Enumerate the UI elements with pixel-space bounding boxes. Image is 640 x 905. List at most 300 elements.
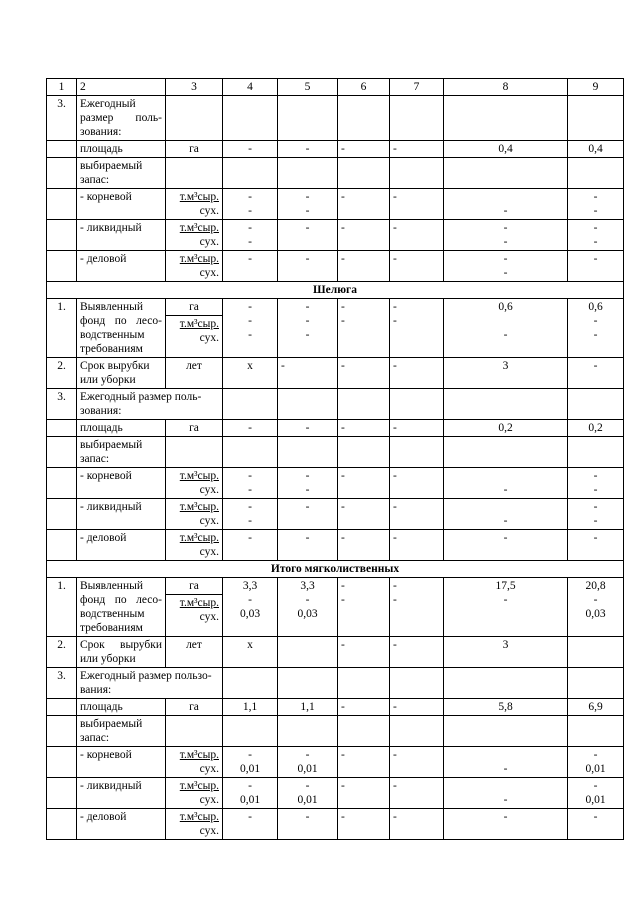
cell-text: - <box>503 329 508 341</box>
cell-text: - <box>278 358 338 389</box>
table-cell <box>338 668 390 699</box>
cell-text: - <box>278 251 338 282</box>
cell-text: 20,8 <box>585 580 606 592</box>
table-cell <box>166 499 223 530</box>
header-cell: 6 <box>338 79 390 96</box>
table-row <box>47 251 624 282</box>
cell-text: сух. <box>199 794 219 806</box>
table-cell <box>444 299 568 358</box>
table-cell <box>166 220 223 251</box>
cell-text: - <box>338 251 390 282</box>
cell-text: 6,9 <box>568 699 624 716</box>
cell-text: - <box>593 515 598 527</box>
cell-text: т.м³сыр. <box>179 191 219 203</box>
cell-text: - <box>568 809 624 840</box>
row-label: Ежегодный размер поль-зования: <box>77 96 166 141</box>
table-cell <box>568 189 624 220</box>
cell-text: т.м³сыр. <box>179 532 219 544</box>
cell-text: - <box>444 530 568 561</box>
cell-text: - <box>568 251 624 282</box>
table-cell <box>390 299 444 358</box>
forest-use-table <box>46 78 624 840</box>
table-cell <box>390 668 444 699</box>
cell-text: площадь <box>77 420 166 437</box>
cell-text: т.м³сыр. <box>179 501 219 513</box>
cell-text: - деловой <box>77 809 166 840</box>
cell-text: - <box>338 468 390 499</box>
table-cell <box>278 389 338 420</box>
table-cell <box>568 716 624 747</box>
row-label: Срок вырубки или уборки <box>77 358 166 389</box>
table-cell <box>223 96 278 141</box>
cell-text: т.м³сыр. <box>179 597 219 609</box>
cell-text: - <box>248 315 252 327</box>
table-cell <box>390 578 444 637</box>
cell-text: - <box>390 530 444 561</box>
cell-text: га <box>166 299 222 316</box>
table-cell <box>338 299 390 358</box>
row-label: Ежегодный размер поль-зования: <box>77 389 223 420</box>
cell-text: га <box>166 578 222 595</box>
table-cell <box>278 189 338 220</box>
cell-text: 1,1 <box>223 699 278 716</box>
table-cell <box>444 189 568 220</box>
cell-text: - <box>338 220 390 251</box>
cell-text: 0,03 <box>585 608 606 620</box>
cell-text: - <box>341 301 345 313</box>
cell-text: - <box>223 251 278 282</box>
cell-text: сух. <box>199 267 219 279</box>
cell-text: - <box>338 530 390 561</box>
table-cell <box>338 96 390 141</box>
section-header-row <box>47 282 624 299</box>
table-row <box>47 299 624 358</box>
table-cell <box>47 499 77 530</box>
table-cell <box>47 437 77 468</box>
cell-text: - <box>393 315 397 327</box>
cell-text: - <box>223 530 278 561</box>
cell-text: лет <box>166 637 223 668</box>
table-cell <box>278 637 338 668</box>
cell-text: - <box>390 358 444 389</box>
cell-text: - <box>305 594 310 606</box>
table-cell <box>444 668 568 699</box>
header-cell: 8 <box>444 79 568 96</box>
header-cell: 2 <box>77 79 166 96</box>
cell-text: 0,6 <box>498 301 513 313</box>
cell-text: Выявленный фонд по лесо-водственным требованиям <box>77 578 166 637</box>
table-cell <box>166 778 223 809</box>
table-cell <box>166 251 223 282</box>
table-cell <box>390 96 444 141</box>
table-cell <box>223 468 278 499</box>
cell-text: - <box>593 236 598 248</box>
table-row <box>47 637 624 668</box>
table-cell <box>444 747 568 778</box>
table-cell <box>47 747 77 778</box>
table-cell <box>223 189 278 220</box>
cell-text: - <box>390 189 444 220</box>
cell-text: - деловой <box>77 530 166 561</box>
cell-text: 0,01 <box>585 763 606 775</box>
table-cell <box>568 778 624 809</box>
cell-text: - <box>248 222 252 234</box>
value-cell: 0,4 <box>568 141 624 158</box>
table-cell <box>223 220 278 251</box>
cell-text: выбираемый запас: <box>77 716 166 747</box>
value-cell: - <box>223 141 278 158</box>
cell-text: - <box>338 420 390 437</box>
cell-text: 1,1 <box>278 699 338 716</box>
cell-text: - <box>248 191 252 203</box>
table-cell <box>568 389 624 420</box>
table-cell <box>444 778 568 809</box>
cell-text: - <box>248 205 252 217</box>
row-number: 3. <box>47 96 77 141</box>
section-title: Шелюга <box>47 282 624 299</box>
table-cell <box>166 437 223 468</box>
cell-text: - <box>390 809 444 840</box>
cell-text: - <box>305 329 310 341</box>
row-number: 2. <box>47 358 77 389</box>
cell-text: - <box>503 594 508 606</box>
header-cell: 1 <box>47 79 77 96</box>
cell-text: 3. <box>47 668 77 699</box>
table-cell <box>278 716 338 747</box>
cell-text: - <box>503 763 508 775</box>
row-label: - ликвидный <box>77 220 166 251</box>
cell-text: 0,2 <box>444 420 568 437</box>
cell-text: - <box>338 747 390 778</box>
cell-text: - <box>393 301 397 313</box>
table-cell <box>338 578 390 637</box>
cell-text: - <box>593 749 598 761</box>
cell-text: сух. <box>199 236 219 248</box>
cell-text: 2. <box>47 637 77 668</box>
cell-text: - <box>503 222 508 234</box>
cell-text: - <box>278 530 338 561</box>
table-cell <box>444 716 568 747</box>
cell-text: - <box>305 749 310 761</box>
row-label: - корневой <box>77 189 166 220</box>
table-cell <box>568 158 624 189</box>
cell-text: - <box>341 594 345 606</box>
cell-text: - <box>278 420 338 437</box>
table-cell <box>47 716 77 747</box>
table-cell <box>444 96 568 141</box>
table-cell <box>47 699 77 716</box>
cell-text: - <box>305 780 310 792</box>
cell-text: х <box>223 637 278 668</box>
table-cell <box>223 747 278 778</box>
unit-cell: га <box>166 141 223 158</box>
cell-text: сух. <box>199 205 219 217</box>
cell-text: сух. <box>199 825 219 837</box>
cell-text: 0,01 <box>297 794 318 806</box>
section-title: Итого мягколиственных <box>47 561 624 578</box>
table-row <box>47 716 624 747</box>
table-row <box>47 141 624 158</box>
cell-text: - <box>593 780 598 792</box>
table-cell <box>47 809 77 840</box>
table-cell <box>223 716 278 747</box>
cell-text: - <box>593 484 598 496</box>
table-cell <box>568 437 624 468</box>
cell-text: сух. <box>199 546 219 558</box>
cell-text: - <box>393 580 397 592</box>
cell-text: 5,8 <box>444 699 568 716</box>
table-row <box>47 699 624 716</box>
table-cell <box>568 299 624 358</box>
cell-text: т.м³сыр. <box>179 253 219 265</box>
table-cell <box>278 220 338 251</box>
value-cell: - <box>390 141 444 158</box>
table-cell <box>390 389 444 420</box>
cell-text: 0,03 <box>239 608 261 620</box>
row-number: 1. <box>47 299 77 358</box>
cell-text: - <box>338 189 390 220</box>
table-cell <box>390 158 444 189</box>
table-cell <box>444 220 568 251</box>
cell-text: - <box>338 809 390 840</box>
table-cell <box>223 778 278 809</box>
header-cell: 4 <box>223 79 278 96</box>
table-row <box>47 668 624 699</box>
row-label: выбираемый запас: <box>77 158 166 189</box>
cell-text: - корневой <box>77 468 166 499</box>
cell-text: т.м³сыр. <box>179 749 219 761</box>
cell-text: - <box>390 220 444 251</box>
cell-text: сух. <box>199 763 219 775</box>
cell-text: - <box>305 501 310 513</box>
table-cell <box>568 578 624 637</box>
cell-text: - <box>305 191 310 203</box>
cell-text: - <box>503 267 508 279</box>
table-row <box>47 96 624 141</box>
cell-text: - <box>593 501 598 513</box>
table-cell <box>47 468 77 499</box>
table-row <box>47 358 624 389</box>
cell-text: 0,01 <box>239 794 261 806</box>
cell-text: 3,3 <box>300 580 315 592</box>
table-cell <box>166 578 223 637</box>
cell-text: сух. <box>199 332 219 344</box>
table-row <box>47 437 624 468</box>
table-row <box>47 778 624 809</box>
value-cell: - <box>278 141 338 158</box>
cell-text: - <box>503 484 508 496</box>
cell-text: - <box>593 594 598 606</box>
cell-text: - <box>390 468 444 499</box>
table-cell <box>278 747 338 778</box>
value-cell: - <box>338 141 390 158</box>
table-cell <box>444 389 568 420</box>
cell-text: - <box>503 515 508 527</box>
cell-text: - <box>248 301 252 313</box>
cell-text: - <box>390 699 444 716</box>
cell-text: - <box>390 251 444 282</box>
cell-text: 17,5 <box>495 580 516 592</box>
cell-text: - <box>390 747 444 778</box>
cell-text: - <box>305 484 310 496</box>
table-cell <box>278 668 338 699</box>
table-cell <box>444 251 568 282</box>
table-cell <box>166 96 223 141</box>
cell-text: 1. <box>47 578 77 637</box>
cell-text: 3 <box>444 637 568 668</box>
table-cell <box>568 637 624 668</box>
table-cell <box>166 747 223 778</box>
cell-text: - <box>593 329 598 341</box>
cell-text: т.м³сыр. <box>179 780 219 792</box>
cell-text: выбираемый запас: <box>77 437 166 468</box>
cell-text: - <box>338 499 390 530</box>
cell-text: - <box>444 809 568 840</box>
cell-text: - <box>223 420 278 437</box>
cell-text: - <box>568 530 624 561</box>
cell-text: сух. <box>199 484 219 496</box>
cell-text: - <box>393 594 397 606</box>
cell-text: т.м³сыр. <box>179 222 219 234</box>
cell-text: - <box>248 484 252 496</box>
cell-text: - <box>305 301 310 313</box>
cell-text: 3,3 <box>242 580 258 592</box>
table-row <box>47 578 624 637</box>
cell-text: га <box>166 699 223 716</box>
table-cell <box>223 668 278 699</box>
table-cell <box>166 530 223 561</box>
cell-text: - ликвидный <box>77 499 166 530</box>
table-cell <box>278 578 338 637</box>
table-cell <box>47 778 77 809</box>
cell-text: т.м³сыр. <box>179 318 219 330</box>
header-cell: 3 <box>166 79 223 96</box>
cell-text: - <box>390 637 444 668</box>
cell-text: - <box>248 594 252 606</box>
cell-text: - <box>593 205 598 217</box>
table-cell <box>47 220 77 251</box>
cell-text: - корневой <box>77 747 166 778</box>
table-row <box>47 809 624 840</box>
table-cell <box>166 299 223 358</box>
table-row <box>47 468 624 499</box>
row-number: 3. <box>47 389 77 420</box>
table-cell <box>444 158 568 189</box>
cell-text: - <box>305 470 310 482</box>
table-cell <box>278 778 338 809</box>
table-cell <box>278 299 338 358</box>
table-cell <box>278 96 338 141</box>
cell-text: - <box>305 315 310 327</box>
header-cell: 5 <box>278 79 338 96</box>
table-cell <box>568 468 624 499</box>
cell-text: 0,03 <box>297 608 318 620</box>
table-row <box>47 189 624 220</box>
cell-text: - <box>278 809 338 840</box>
table-row <box>47 220 624 251</box>
cell-text: сух. <box>199 611 219 623</box>
cell-text: Ежегодный размер пользо-вания: <box>77 668 223 699</box>
table-cell <box>223 437 278 468</box>
cell-text: - <box>503 236 508 248</box>
cell-text: Срок вырубки или уборки <box>77 637 166 668</box>
table-cell <box>223 499 278 530</box>
table-cell <box>278 437 338 468</box>
table-cell <box>568 96 624 141</box>
cell-text: 0,01 <box>239 763 261 775</box>
table-cell <box>223 578 278 637</box>
cell-text: - <box>593 191 598 203</box>
cell-text: - <box>338 778 390 809</box>
cell-text: сух. <box>199 515 219 527</box>
cell-text: - <box>390 499 444 530</box>
cell-text: - <box>390 420 444 437</box>
row-label: Выявленный фонд по лесо-водственным требованиям <box>77 299 166 358</box>
cell-text: - <box>338 358 390 389</box>
cell-text: - <box>248 329 252 341</box>
table-cell <box>278 158 338 189</box>
table-cell <box>278 499 338 530</box>
table-cell <box>166 716 223 747</box>
table-cell <box>444 499 568 530</box>
cell-text: - <box>248 236 252 248</box>
table-row <box>47 389 624 420</box>
table-cell <box>444 578 568 637</box>
cell-text: - <box>248 515 252 527</box>
cell-text: 3 <box>444 358 568 389</box>
value-cell: 0,4 <box>444 141 568 158</box>
cell-text: - <box>593 470 598 482</box>
table-cell <box>568 220 624 251</box>
cell-text: - <box>248 470 252 482</box>
cell-text: т.м³сыр. <box>179 470 219 482</box>
header-row <box>47 79 624 96</box>
cell-text: - <box>248 501 252 513</box>
table-cell <box>444 437 568 468</box>
cell-text: 0,01 <box>585 794 606 806</box>
table-cell <box>166 809 223 840</box>
cell-text: - <box>593 222 598 234</box>
table-row <box>47 499 624 530</box>
cell-text: - <box>503 205 508 217</box>
table-cell <box>338 158 390 189</box>
table-cell <box>47 251 77 282</box>
table-cell <box>166 158 223 189</box>
cell-text: - <box>593 315 598 327</box>
header-cell: 9 <box>568 79 624 96</box>
table-cell <box>223 299 278 358</box>
cell-text: - <box>305 205 310 217</box>
table-cell <box>568 747 624 778</box>
table-row <box>47 158 624 189</box>
table-cell <box>338 437 390 468</box>
cell-text: - <box>568 358 624 389</box>
cell-text: т.м³сыр. <box>179 811 219 823</box>
table-row <box>47 420 624 437</box>
table-cell <box>568 668 624 699</box>
table-cell <box>47 158 77 189</box>
section-header-row <box>47 561 624 578</box>
cell-text: лет <box>166 358 223 389</box>
cell-text: - <box>338 699 390 716</box>
table-row <box>47 747 624 778</box>
cell-text: - <box>390 778 444 809</box>
cell-text: - <box>341 580 345 592</box>
table-cell <box>338 716 390 747</box>
cell-text: - <box>305 222 310 234</box>
table-cell <box>47 189 77 220</box>
cell-text: 0,01 <box>297 763 318 775</box>
